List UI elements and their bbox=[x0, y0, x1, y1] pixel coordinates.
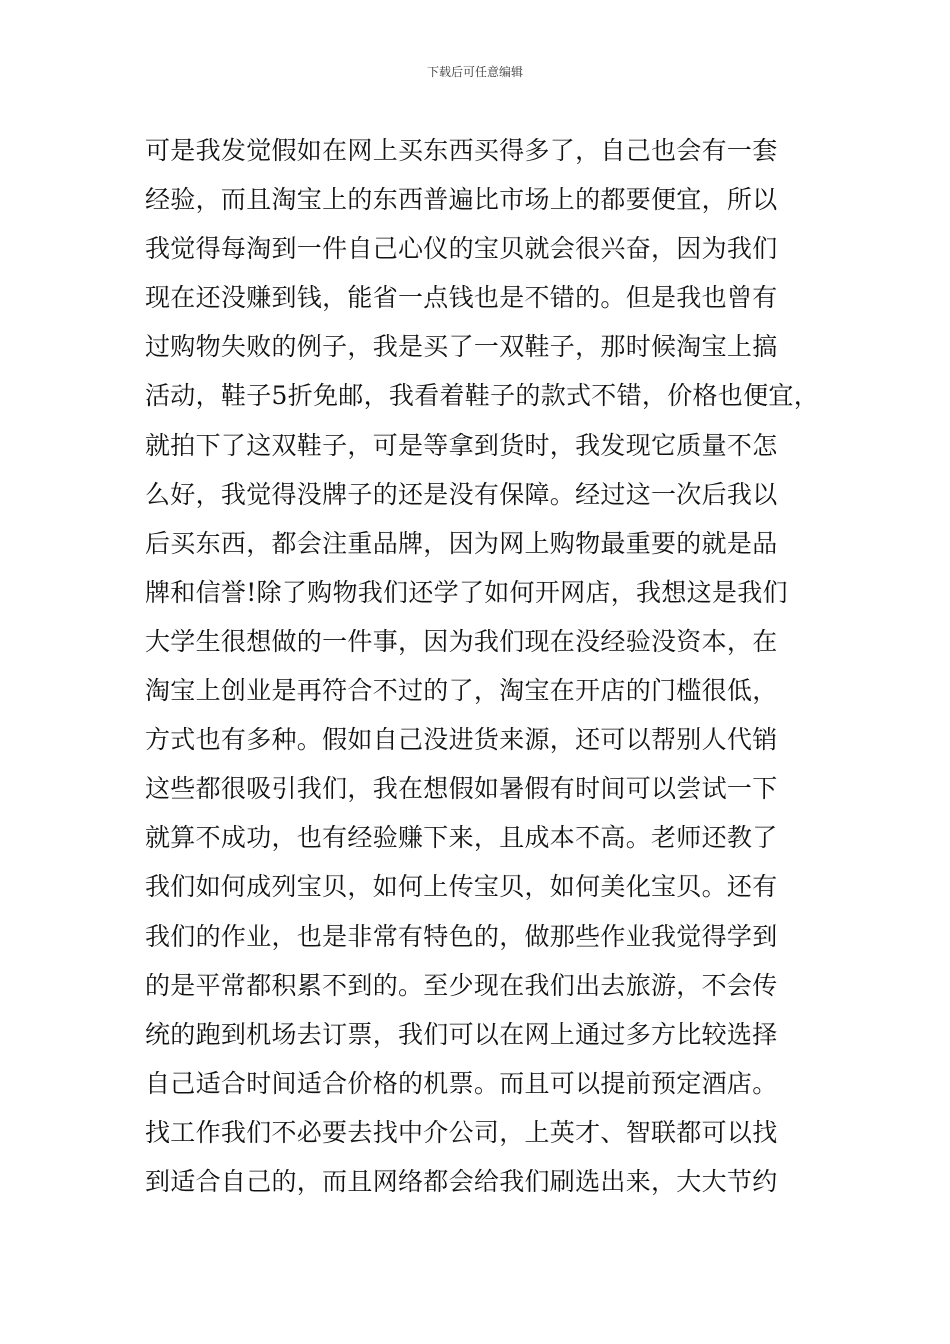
text-line: 牌和信誉!除了购物我们还学了如何开网店，我想这是我们 bbox=[145, 577, 788, 607]
text-line: 我觉得每淘到一件自己心仪的宝贝就会很兴奋，因为我们 bbox=[145, 234, 778, 264]
text-line: 经验，而且淘宝上的东西普遍比市场上的都要便宜，所以 bbox=[145, 185, 778, 215]
text-line: 到适合自己的，而且网络都会给我们刷选出来，大大节约 bbox=[145, 1166, 778, 1196]
page-header: 下载后可任意编辑 bbox=[426, 65, 523, 79]
text-line: 淘宝上创业是再符合不过的了，淘宝在开店的门槛很低， bbox=[145, 676, 778, 706]
text-line: 后买东西，都会注重品牌，因为网上购物最重要的就是品 bbox=[145, 528, 778, 558]
text-line: 活动，鞋子5折免邮，我看着鞋子的款式不错，价格也便宜， bbox=[145, 381, 820, 411]
text-line: 就拍下了这双鞋子，可是等拿到货时，我发现它质量不怎 bbox=[145, 430, 778, 460]
text-line: 我们的作业，也是非常有特色的，做那些作业我觉得学到 bbox=[145, 921, 778, 951]
text-line: 这些都很吸引我们，我在想假如暑假有时间可以尝试一下 bbox=[145, 774, 778, 804]
text-line: 方式也有多种。假如自己没进货来源，还可以帮别人代销 bbox=[145, 725, 778, 755]
text-line: 么好，我觉得没牌子的还是没有保障。经过这一次后我以 bbox=[145, 479, 778, 509]
text-line: 就算不成功，也有经验赚下来，且成本不高。老师还教了 bbox=[145, 823, 778, 853]
text-line: 的是平常都积累不到的。至少现在我们出去旅游，不会传 bbox=[145, 970, 778, 1000]
text-line: 大学生很想做的一件事，因为我们现在没经验没资本，在 bbox=[145, 626, 778, 656]
text-line: 统的跑到机场去订票，我们可以在网上通过多方比较选择 bbox=[145, 1019, 778, 1049]
text-line: 现在还没赚到钱，能省一点钱也是不错的。但是我也曾有 bbox=[145, 283, 778, 313]
text-line: 自己适合时间适合价格的机票。而且可以提前预定酒店。 bbox=[145, 1068, 778, 1098]
body-text bbox=[145, 126, 825, 1206]
text-line: 找工作我们不必要去找中介公司，上英才、智联都可以找 bbox=[145, 1117, 778, 1147]
text-line: 可是我发觉假如在网上买东西买得多了，自己也会有一套 bbox=[145, 136, 778, 165]
text-line: 过购物失败的例子，我是买了一双鞋子，那时候淘宝上搞 bbox=[145, 332, 778, 362]
text-line: 我们如何成列宝贝，如何上传宝贝，如何美化宝贝。还有 bbox=[145, 872, 778, 902]
